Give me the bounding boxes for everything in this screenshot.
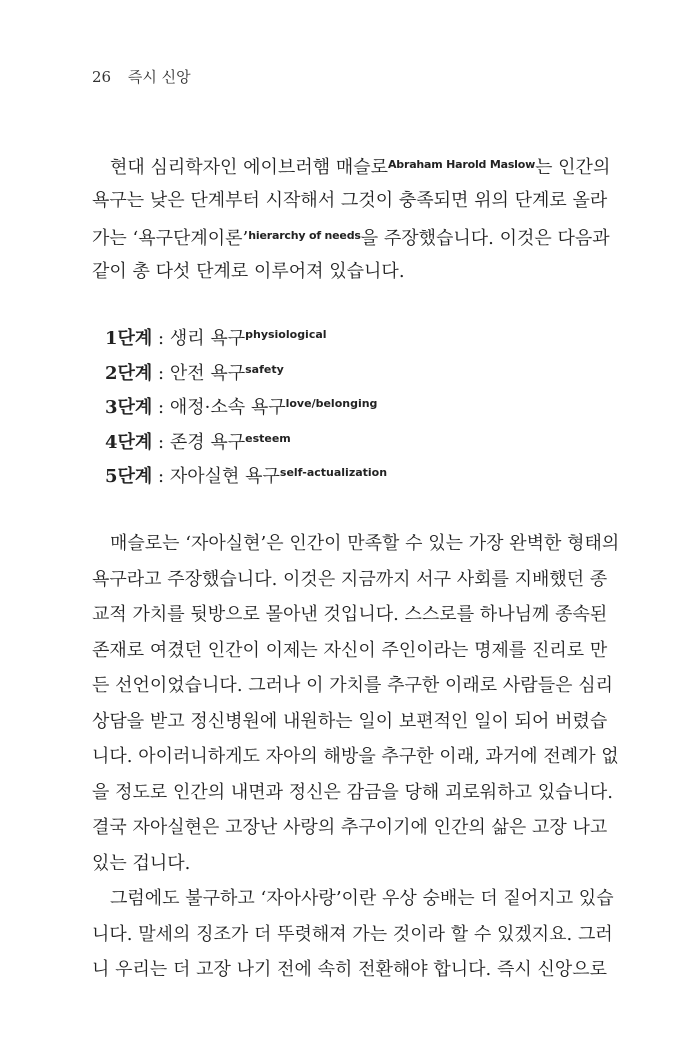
text-segment: 는 인간의 — [535, 157, 611, 178]
text-line: 니다. 말세의 징조가 더 뚜렷해져 가는 것이라 할 수 있겠지요. 그러 — [92, 923, 613, 945]
text-line: 욕구는 낮은 단계부터 시작해서 그것이 충족되면 위의 단계로 올라 — [92, 189, 608, 211]
stage-label: 1단계 — [105, 328, 153, 349]
text-segment: 현대 심리학자인 에이브러햄 매슬로 — [110, 157, 388, 178]
stage-item — [105, 318, 387, 353]
paragraph-conclusion — [92, 881, 614, 988]
page-number: 26 — [92, 68, 112, 86]
stage-list — [105, 318, 387, 491]
text-line: 존재로 여겼던 인간이 이제는 자신이 주인이라는 명제를 진리로 만 — [92, 639, 608, 661]
text-line: 결국 자아실현은 고장난 사랑의 추구이기에 인간의 삶은 고장 나고 — [92, 817, 608, 838]
text-line: 니 우리는 더 고장 나기 전에 속히 전환해야 합니다. 즉시 신앙으로 — [92, 959, 608, 980]
stage-english: physiological — [245, 328, 327, 341]
paragraph-self-actualization — [92, 526, 620, 881]
text-line: 그럼에도 불구하고 ‘자아사랑’이란 우상 숭배는 더 짙어지고 있습 — [110, 888, 614, 909]
text-segment: 을 주장했습니다. 이것은 다음과 — [360, 228, 610, 249]
stage-item — [105, 456, 387, 491]
chapter-title: 즉시 신앙 — [127, 68, 191, 86]
stage-separator: : — [152, 466, 170, 487]
stage-label: 4단계 — [105, 431, 153, 453]
text-line: 을 정도로 인간의 내면과 정신은 감금을 당해 괴로워하고 있습니다. — [92, 781, 613, 803]
text-line: 니다. 아이러니하게도 자아의 해방을 추구한 이래, 과거에 전례가 없 — [92, 746, 619, 767]
stage-english: esteem — [245, 431, 291, 445]
stage-english: love/belonging — [285, 397, 378, 410]
stage-name: 안전 욕구 — [169, 362, 246, 384]
running-header — [92, 66, 191, 87]
text-line — [92, 147, 611, 183]
stage-name: 생리 욕구 — [169, 328, 246, 349]
stage-item — [105, 353, 387, 388]
stage-item — [105, 422, 387, 457]
text-line: 상담을 받고 정신병원에 내원하는 일이 보편적인 일이 되어 버렸습 — [92, 710, 608, 732]
stage-separator: : — [152, 431, 170, 453]
stage-name: 애정·소속 욕구 — [169, 397, 286, 418]
text-line: 교적 가치를 뒷방으로 몰아낸 것입니다. 스스로를 하나님께 종속된 — [92, 604, 608, 625]
text-line: 같이 총 다섯 단계로 이루어져 있습니다. — [92, 260, 405, 282]
stage-separator: : — [152, 397, 170, 418]
text-segment: 가는 ‘욕구단계이론’ — [92, 228, 249, 249]
text-line: 있는 겁니다. — [92, 852, 191, 874]
stage-english: safety — [245, 362, 284, 376]
stage-separator: : — [152, 328, 170, 349]
english-annotation: Abraham Harold Maslow — [387, 158, 536, 171]
english-annotation: hierarchy of needs — [248, 229, 361, 242]
stage-separator: : — [152, 362, 170, 384]
text-line: 욕구라고 주장했습니다. 이것은 지금까지 서구 사회를 지배했던 종 — [92, 568, 608, 590]
stage-label: 5단계 — [105, 466, 153, 487]
stage-english: self-actualization — [279, 466, 388, 479]
stage-label: 2단계 — [105, 362, 153, 384]
stage-item — [105, 387, 387, 422]
text-line — [92, 218, 610, 254]
text-line: 매슬로는 ‘자아실현’은 인간이 만족할 수 있는 가장 완벽한 형태의 — [110, 533, 620, 554]
stage-name: 자아실현 욕구 — [169, 466, 280, 487]
text-line: 든 선언이었습니다. 그러나 이 가치를 추구한 이래로 사람들은 심리 — [92, 675, 613, 696]
stage-name: 존경 욕구 — [169, 431, 246, 453]
paragraph-intro — [92, 147, 611, 289]
stage-label: 3단계 — [105, 397, 153, 418]
